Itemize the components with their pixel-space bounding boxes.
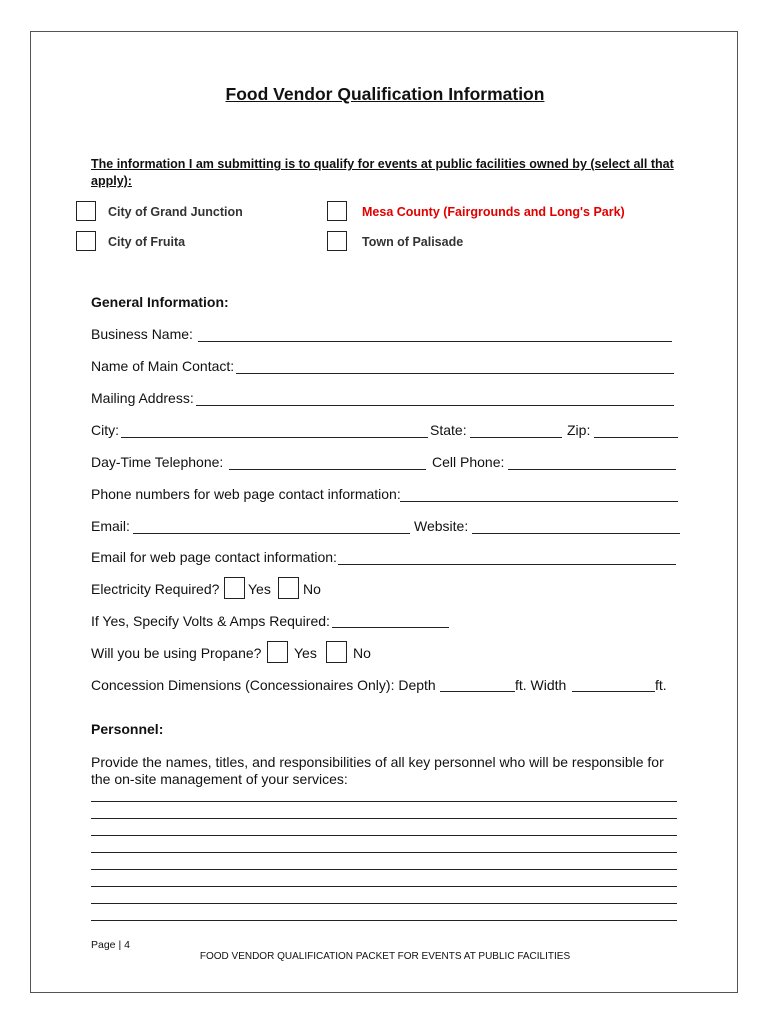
checkbox-town-of-palisade[interactable] (327, 231, 347, 251)
city-label: City: (91, 422, 119, 438)
facility-label-grand-junction: City of Grand Junction (108, 205, 243, 219)
cell-phone-field[interactable] (508, 469, 676, 470)
personnel-line[interactable] (91, 835, 677, 836)
page-title: Food Vendor Qualification Information (225, 84, 545, 104)
personnel-line[interactable] (91, 903, 677, 904)
mailing-address-label: Mailing Address: (91, 390, 194, 406)
daytime-telephone-label: Day-Time Telephone: (91, 454, 224, 470)
web-phone-label: Phone numbers for web page contact information: (91, 486, 401, 502)
propane-no-label: No (353, 645, 371, 661)
personnel-line[interactable] (91, 920, 677, 921)
mailing-address-field[interactable] (196, 405, 674, 406)
width-field[interactable] (572, 691, 655, 692)
web-phone-field[interactable] (400, 501, 678, 502)
electricity-yes-label: Yes (248, 581, 271, 597)
volts-amps-field[interactable] (332, 627, 449, 628)
facility-label-mesa-county: Mesa County (Fairgrounds and Long's Park) (362, 205, 625, 219)
business-name-label: Business Name: (91, 326, 193, 342)
personnel-instructions: Provide the names, titles, and responsibilities of all key personnel who will be responsible for the on-site management of your services: (91, 754, 664, 787)
personnel-line[interactable] (91, 801, 677, 802)
checkbox-city-of-fruita[interactable] (76, 231, 96, 251)
electricity-no-label: No (303, 581, 321, 597)
electricity-yes-checkbox[interactable] (224, 577, 245, 599)
propane-yes-label: Yes (294, 645, 317, 661)
volts-amps-label: If Yes, Specify Volts & Amps Required: (91, 613, 330, 629)
depth-field[interactable] (440, 691, 515, 692)
email-label: Email: (91, 518, 130, 534)
business-name-field[interactable] (198, 341, 672, 342)
zip-label: Zip: (567, 422, 591, 438)
web-email-field[interactable] (338, 564, 676, 565)
personnel-line[interactable] (91, 886, 677, 887)
state-field[interactable] (470, 437, 562, 438)
ft-label: ft. (655, 677, 667, 693)
main-contact-label: Name of Main Contact: (91, 358, 235, 374)
footer-title: FOOD VENDOR QUALIFICATION PACKET FOR EVENTS AT PUBLIC FACILITIES (199, 951, 571, 962)
personnel-line[interactable] (91, 869, 677, 870)
facility-label-fruita: City of Fruita (108, 235, 186, 249)
daytime-telephone-field[interactable] (229, 469, 426, 470)
facilities-instructions: The information I am submitting is to qualify for events at public facilities owned by (select all that apply): (91, 157, 674, 188)
electricity-no-checkbox[interactable] (278, 577, 299, 599)
ft-width-label: ft. Width (515, 677, 567, 693)
personnel-line[interactable] (91, 852, 677, 853)
website-label: Website: (414, 518, 469, 534)
concession-dimensions-label: Concession Dimensions (Concessionaires Only): Depth (91, 677, 436, 693)
facility-label-palisade: Town of Palisade (362, 235, 464, 249)
propane-no-checkbox[interactable] (326, 641, 347, 663)
state-label: State: (430, 422, 467, 438)
email-field[interactable] (133, 533, 410, 534)
website-field[interactable] (472, 533, 680, 534)
electricity-label: Electricity Required? (91, 581, 220, 597)
city-field[interactable] (121, 437, 428, 438)
zip-field[interactable] (594, 437, 678, 438)
cell-phone-label: Cell Phone: (432, 454, 505, 470)
personnel-heading: Personnel: (91, 721, 164, 737)
page-number: Page | 4 (91, 939, 130, 951)
checkbox-city-of-grand-junction[interactable] (76, 201, 96, 221)
main-contact-field[interactable] (236, 373, 674, 374)
propane-yes-checkbox[interactable] (267, 641, 288, 663)
checkbox-mesa-county[interactable] (327, 201, 347, 221)
personnel-line[interactable] (91, 818, 677, 819)
propane-label: Will you be using Propane? (91, 645, 262, 661)
web-email-label: Email for web page contact information: (91, 549, 337, 565)
general-information-heading: General Information: (91, 294, 229, 310)
